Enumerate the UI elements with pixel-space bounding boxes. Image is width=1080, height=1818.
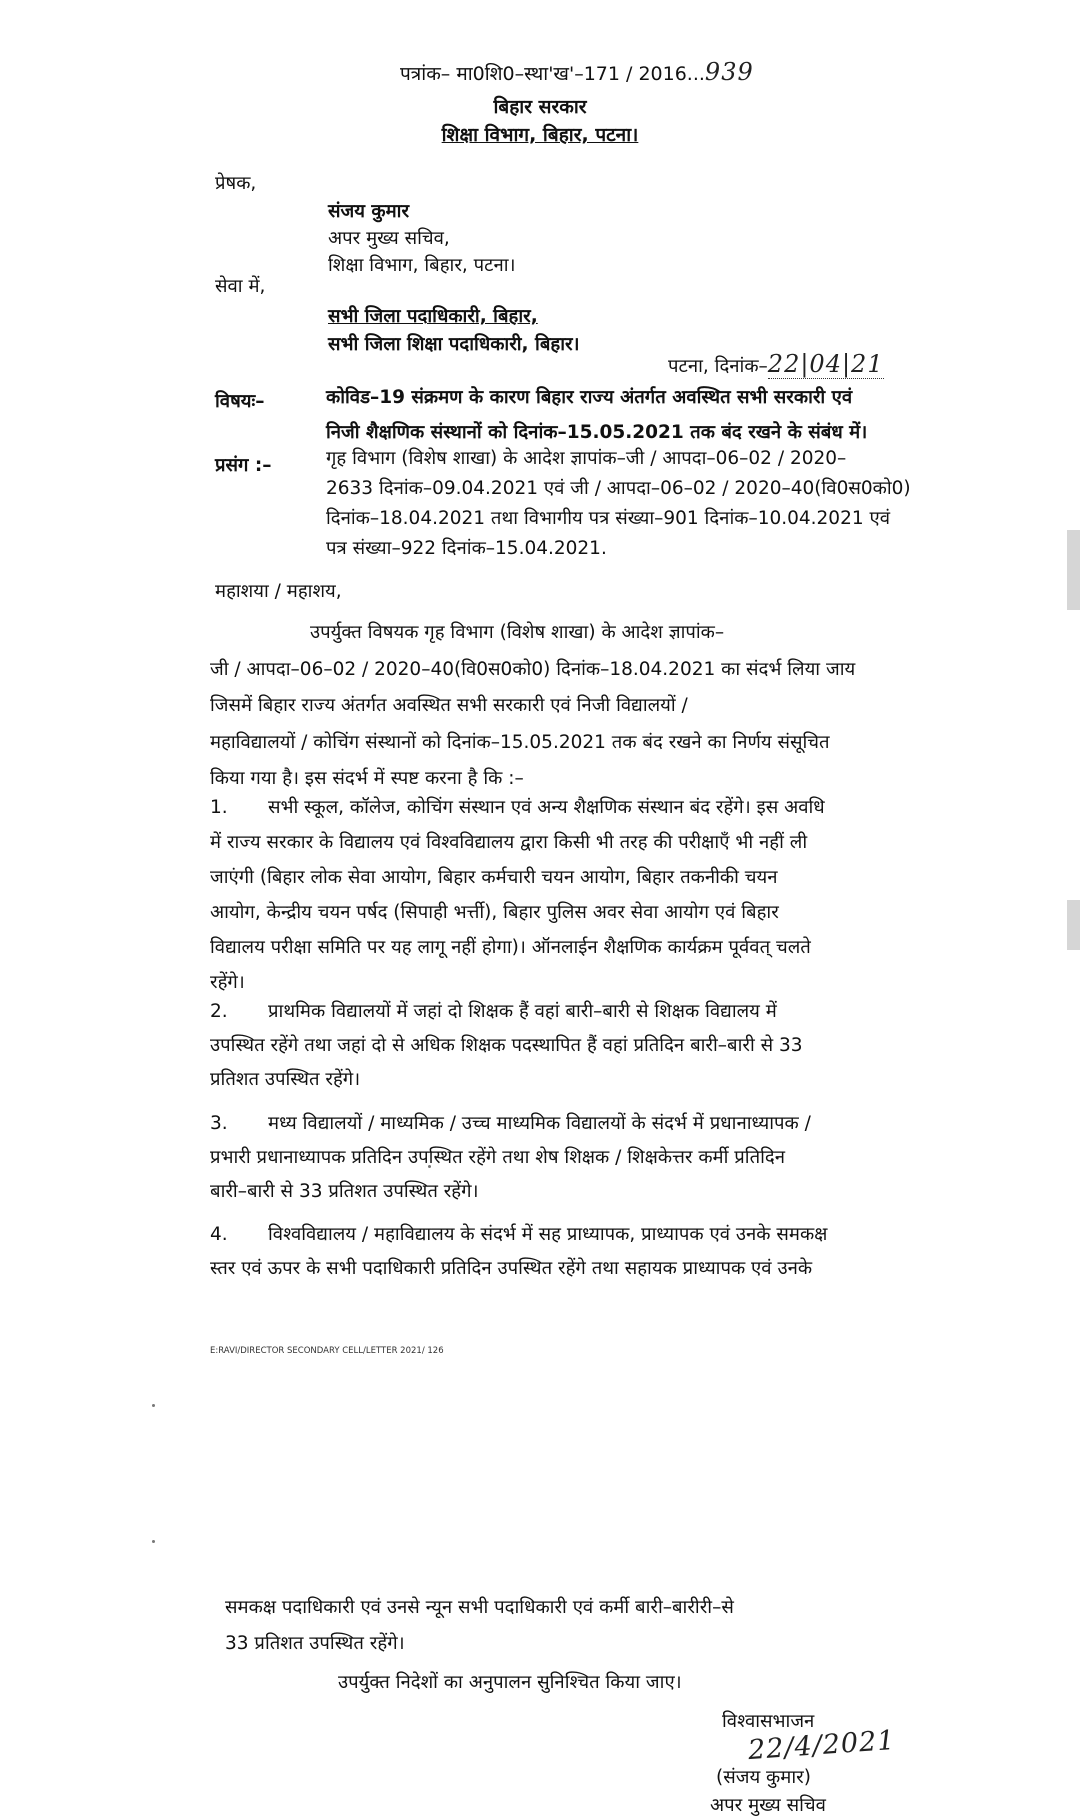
point-line: उपस्थित रहेंगे तथा जहां दो से अधिक शिक्षक पदस्थापित हैं वहां प्रतिदिन बारी–बारी से 33	[210, 1035, 803, 1056]
reference-label: प्रसंग :–	[215, 455, 272, 476]
ref-handwritten: 939	[704, 58, 754, 86]
point-line: रहेंगे।	[210, 972, 245, 993]
continuation-paragraph	[225, 1590, 905, 1662]
date-handwritten: 22|04|21	[767, 350, 884, 378]
closing-instruction: उपर्युक्त निदेशों का अनुपालन सुनिश्चित किया जाए।	[338, 1672, 682, 1693]
point-line: विश्वविद्यालय / महाविद्यालय के संदर्भ में सह प्राध्यापक, प्राध्यापक एवं उनके समकक्ष	[268, 1224, 828, 1245]
recipient-line1: सभी जिला पदाधिकारी, बिहार,	[328, 306, 538, 327]
point-1	[210, 790, 950, 1000]
signature-handwritten: 22/4/2021	[747, 1724, 897, 1767]
point-line: स्तर एवं ऊपर के सभी पदाधिकारी प्रतिदिन उपस्थित रहेंगे तथा सहायक प्राध्यापक एवं उनके	[210, 1258, 813, 1279]
intro-line: जी / आपदा–06–02 / 2020–40(वि0स0को0) दिनांक–18.04.2021 का संदर्भ लिया जाय	[210, 658, 856, 680]
point-number: 4.	[210, 1224, 228, 1245]
point-line: में राज्य सरकार के विद्यालय एवं विश्वविद्यालय द्वारा किसी भी तरह की परीक्षाएँ भी नहीं ली	[210, 832, 808, 853]
sender-name: संजय कुमार	[328, 201, 410, 222]
point-line: प्रभारी प्रधानाध्यापक प्रतिदिन उपस्थित रहेंगे तथा शेष शिक्षक / शिक्षकेत्तर कर्मी प्रतिदिन	[210, 1147, 786, 1168]
point-number: 2.	[210, 1001, 228, 1022]
point-line: मध्य विद्यालयों / माध्यमिक / उच्च माध्यमिक विद्यालयों के संदर्भ में प्रधानाध्यापक /	[268, 1113, 811, 1134]
subject-line2: निजी शैक्षणिक संस्थानों को दिनांक–15.05.2021 तक बंद रखने के संबंध में।	[326, 422, 868, 443]
recipient-label: सेवा में,	[215, 276, 266, 297]
reference-line: 2633 दिनांक–09.04.2021 एवं जी / आपदा–06–02 / 2020–40(वि0स0को0)	[326, 478, 911, 499]
salutation: महाशया / महाशय,	[215, 581, 342, 602]
intro-line: जिसमें बिहार राज्य अंतर्गत अवस्थित सभी सरकारी एवं निजी विद्यालयों /	[210, 695, 688, 716]
sender-office: शिक्षा विभाग, बिहार, पटना।	[328, 255, 516, 276]
signature-designation: अपर मुख्य सचिव	[710, 1795, 826, 1816]
intro-line: महाविद्यालयों / कोचिंग संस्थानों को दिनांक–15.05.2021 तक बंद रखने का निर्णय संसूचित	[210, 731, 830, 753]
intro-paragraph	[210, 615, 950, 798]
scan-speck	[152, 1540, 155, 1543]
sender-designation: अपर मुख्य सचिव,	[328, 228, 450, 249]
point-3	[210, 1107, 950, 1209]
department-heading: शिक्षा विभाग, बिहार, पटना।	[441, 124, 639, 146]
recipient-line2: सभी जिला शिक्षा पदाधिकारी, बिहार।	[328, 334, 580, 355]
point-line: सभी स्कूल, कॉलेज, कोचिंग संस्थान एवं अन्य शैक्षणिक संस्थान बंद रहेंगे। इस अवधि	[268, 797, 825, 818]
point-line: विद्यालय परीक्षा समिति पर यह लागू नहीं होगा)। ऑनलाईन शैक्षणिक कार्यक्रम पूर्ववत् चलते	[210, 937, 811, 958]
point-line: जाएंगी (बिहार लोक सेवा आयोग, बिहार कर्मचारी चयन आयोग, बिहार तकनीकी चयन	[210, 867, 778, 888]
point-line: बारी–बारी से 33 प्रतिशत उपस्थित रहेंगे।	[210, 1181, 479, 1202]
scan-edge-mark	[1067, 530, 1080, 610]
subject-text	[326, 380, 950, 450]
date-label: पटना, दिनांक–	[668, 356, 768, 377]
letter-ref-line	[400, 58, 820, 86]
point-number: 1.	[210, 797, 228, 818]
reference-line: गृह विभाग (विशेष शाखा) के आदेश ज्ञापांक–जी / आपदा–06–02 / 2020–	[326, 448, 847, 469]
subject-label: विषयः–	[215, 391, 265, 412]
sender-label: प्रेषक,	[215, 173, 257, 194]
scan-edge-mark	[1067, 900, 1080, 950]
continuation-line: समकक्ष पदाधिकारी एवं उनसे न्यून सभी पदाधिकारी एवं कर्मी बारी–बारीरी–से	[225, 1597, 734, 1618]
point-line: प्राथमिक विद्यालयों में जहां दो शिक्षक हैं वहां बारी–बारी से शिक्षक विद्यालय में	[268, 1001, 777, 1022]
signature-closing: विश्वासभाजन	[722, 1711, 815, 1732]
date-line	[668, 350, 884, 378]
scan-speck	[152, 1404, 155, 1407]
point-line: प्रतिशत उपस्थित रहेंगे।	[210, 1069, 361, 1090]
intro-line: किया गया है। इस संदर्भ में स्पष्ट करना है कि :–	[210, 768, 524, 789]
point-2	[210, 995, 950, 1097]
file-path-footer: E:RAVI/DIRECTOR SECONDARY CELL/LETTER 2021/ 126	[210, 1346, 444, 1356]
continuation-line: 33 प्रतिशत उपस्थित रहेंगे।	[225, 1633, 405, 1654]
signature-name: (संजय कुमार)	[716, 1767, 811, 1788]
reference-line: पत्र संख्या–922 दिनांक–15.04.2021.	[326, 538, 607, 559]
reference-line: दिनांक–18.04.2021 तथा विभागीय पत्र संख्या–901 दिनांक–10.04.2021 एवं	[326, 508, 891, 529]
point-number: 3.	[210, 1113, 228, 1134]
point-line: आयोग, केन्द्रीय चयन पर्षद (सिपाही भर्त्ती), बिहार पुलिस अवर सेवा आयोग एवं बिहार	[210, 902, 779, 923]
reference-text	[326, 444, 950, 564]
point-4	[210, 1218, 950, 1286]
ref-number: पत्रांक– मा0शि0–स्था'ख'–171 / 2016...	[400, 63, 705, 85]
intro-line: उपर्युक्त विषयक गृह विभाग (विशेष शाखा) के आदेश ज्ञापांक–	[310, 622, 725, 643]
government-heading: बिहार सरकार	[493, 96, 587, 118]
subject-line1: कोविड–19 संक्रमण के कारण बिहार राज्य अंतर्गत अवस्थित सभी सरकारी एवं	[326, 387, 853, 408]
